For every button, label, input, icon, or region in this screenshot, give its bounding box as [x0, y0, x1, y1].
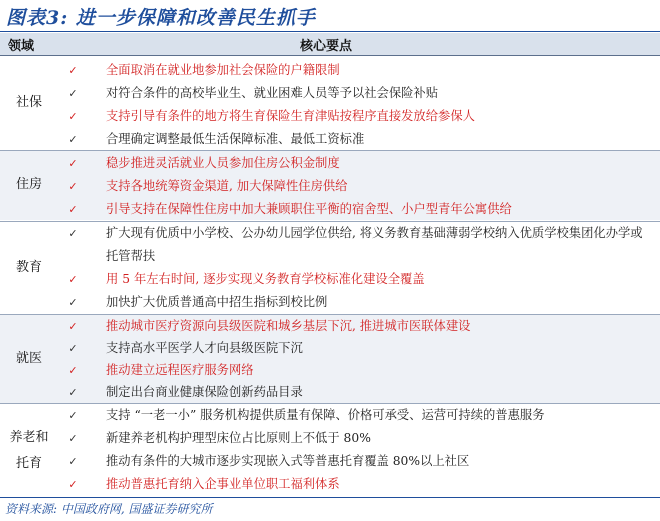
- item-text: 新建养老机构护理型床位占比原则上不低于 80%: [106, 431, 371, 445]
- section-elderly-childcare: [0, 404, 660, 496]
- section-medical: [0, 315, 660, 403]
- check-icon: ✓: [68, 133, 78, 146]
- list-item: [0, 315, 660, 338]
- check-icon: ✓: [68, 478, 78, 491]
- section-education: [0, 222, 660, 314]
- check-icon: ✓: [68, 364, 78, 377]
- item-text: 支持引导有条件的地方将生育保险生育津贴按程序直接发放给参保人: [106, 109, 475, 123]
- check-icon: ✓: [68, 409, 78, 422]
- list-item: [0, 404, 660, 427]
- check-icon: ✓: [68, 87, 78, 100]
- list-item: [0, 198, 660, 221]
- check-icon: ✓: [68, 64, 78, 77]
- item-text: 支持高水平医学人才向县级医院下沉: [106, 341, 303, 355]
- domain-label: 社保: [15, 95, 42, 110]
- header-key-points: 核心要点: [300, 39, 353, 54]
- section-social-security: [0, 57, 660, 149]
- item-text: 支持 “一老一小” 服务机构提供质量有保障、价格可承受、运营可持续的普惠服务: [106, 408, 545, 422]
- header-domain: 领域: [8, 39, 35, 54]
- item-text: 扩大现有优质中小学校、公办幼儿园学位供给, 将义务教育基础薄弱学校纳入优质学校集团化办学或托管帮扶: [106, 226, 643, 263]
- check-icon: ✓: [68, 455, 78, 468]
- list-item: [0, 268, 660, 291]
- domain-label-line-2: 托育: [15, 456, 42, 471]
- check-icon: ✓: [68, 296, 78, 309]
- check-icon: ✓: [68, 320, 78, 333]
- item-text: 稳步推进灵活就业人员参加住房公积金制度: [106, 156, 340, 170]
- list-item: [0, 175, 660, 198]
- item-text: 全面取消在就业地参加社会保险的户籍限制: [106, 63, 340, 77]
- check-icon: ✓: [68, 386, 78, 399]
- item-text: 引导支持在保障性住房中加大兼顾职住平衡的宿舍型、小户型青年公寓供给: [106, 202, 512, 216]
- item-text: 对符合条件的高校毕业生、就业困难人员等予以社会保险补贴: [106, 86, 439, 100]
- item-text: 合理确定调整最低生活保障标准、最低工资标准: [106, 132, 365, 146]
- list-item: [0, 381, 660, 404]
- list-item: [0, 427, 660, 450]
- item-text: 推动普惠托育纳入企事业单位职工福利体系: [106, 477, 340, 491]
- list-item: [0, 450, 660, 473]
- check-icon: ✓: [68, 180, 78, 193]
- list-item: [0, 105, 660, 128]
- check-icon: ✓: [68, 273, 78, 286]
- item-text: 推动建立远程医疗服务网络: [106, 363, 254, 377]
- item-text: 推动城市医疗资源向县级医院和城乡基层下沉, 推进城市医联体建设: [106, 319, 471, 333]
- item-text: 用 5 年左右时间, 逐步实现义务教育学校标准化建设全覆盖: [106, 272, 425, 286]
- list-item: [0, 473, 660, 496]
- list-item: [0, 222, 660, 268]
- list-item: [0, 152, 660, 175]
- list-item: [0, 82, 660, 105]
- domain-label-line-1: 养老和: [9, 430, 49, 445]
- check-icon: ✓: [68, 110, 78, 123]
- footer-rule: [0, 497, 660, 498]
- section-housing: [0, 151, 660, 220]
- check-icon: ✓: [68, 157, 78, 170]
- table-header: [0, 33, 660, 56]
- figure-title: 图表3: 进一步保障和改善民生抓手: [6, 7, 316, 29]
- list-item: [0, 128, 660, 151]
- check-icon: ✓: [68, 342, 78, 355]
- domain-label: 教育: [15, 260, 42, 275]
- check-icon: ✓: [68, 432, 78, 445]
- domain-label: 住房: [15, 177, 42, 192]
- check-icon: ✓: [68, 227, 78, 240]
- source-note: 资料来源: 中国政府网, 国盛证券研究所: [5, 502, 213, 516]
- check-icon: ✓: [68, 203, 78, 216]
- item-text: 制定出台商业健康保险创新药品目录: [106, 385, 303, 399]
- title-rule: [0, 31, 660, 32]
- item-text: 推动有条件的大城市逐步实现嵌入式等普惠托育覆盖 80%以上社区: [106, 454, 470, 468]
- item-text: 支持各地统筹资金渠道, 加大保障性住房供给: [106, 179, 348, 193]
- list-item: [0, 359, 660, 382]
- domain-label: 就医: [15, 351, 42, 366]
- list-item: [0, 337, 660, 360]
- list-item: [0, 59, 660, 82]
- list-item: [0, 291, 660, 314]
- item-text: 加快扩大优质普通高中招生指标到校比例: [106, 295, 328, 309]
